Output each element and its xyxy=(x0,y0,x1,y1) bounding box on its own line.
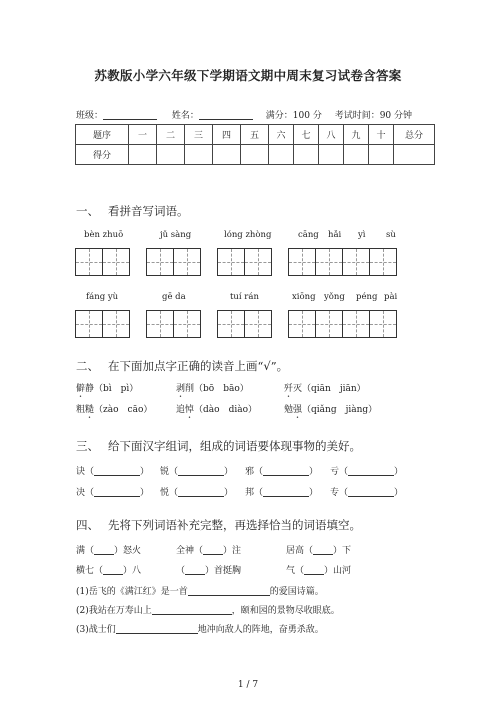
answer-blank[interactable] xyxy=(348,487,394,497)
writing-grid[interactable] xyxy=(217,248,271,276)
pinyin-label: tuí rán xyxy=(230,292,259,302)
sentence-pre: (2)我站在万寿山上 xyxy=(76,606,152,616)
writing-grid[interactable] xyxy=(75,310,129,338)
fill-sentence-1 xyxy=(76,584,324,597)
score-header-cell: 九 xyxy=(344,125,369,145)
plain-char: 追 xyxy=(176,405,186,415)
char-box[interactable] xyxy=(369,248,397,276)
pinyin-label: gē da xyxy=(162,292,186,302)
section-1-heading xyxy=(76,203,189,219)
class-blank[interactable] xyxy=(103,110,157,120)
section-text: 看拼音写词语。 xyxy=(108,204,189,218)
char-box[interactable] xyxy=(244,310,272,338)
word-item xyxy=(245,485,318,498)
score-header-cell: 三 xyxy=(185,125,213,145)
dotted-char: 僻 xyxy=(76,384,86,394)
score-cell[interactable] xyxy=(344,145,369,165)
section-2-heading xyxy=(76,358,288,374)
idiom-pre: 居高（ xyxy=(286,546,314,556)
word-prompt: 邪（ xyxy=(245,467,264,477)
answer-blank[interactable] xyxy=(94,466,140,476)
sentence-blank[interactable] xyxy=(188,586,270,596)
idiom-pre: 全神（ xyxy=(176,546,204,556)
idiom-pre: （ xyxy=(176,566,186,576)
pronunciation-options[interactable]: 削（bō bāo） xyxy=(185,384,249,394)
char-box[interactable] xyxy=(102,310,130,338)
char-box[interactable] xyxy=(315,310,343,338)
word-prompt: 专（ xyxy=(330,488,349,498)
word-item xyxy=(160,485,233,498)
char-box[interactable] xyxy=(146,310,174,338)
idiom-post: ）怒火 xyxy=(114,546,142,556)
pinyin-label: xiōng xyxy=(292,292,316,302)
pinyin-label: hǎi xyxy=(328,230,342,240)
score-header-cell: 四 xyxy=(213,125,241,145)
char-box[interactable] xyxy=(75,248,103,276)
fill-sentence-2 xyxy=(76,603,340,616)
pronunciation-item xyxy=(76,381,138,400)
word-prompt: 决（ xyxy=(76,488,95,498)
sentence-pre: (3)战士们 xyxy=(76,625,116,635)
pronunciation-item xyxy=(284,381,366,400)
writing-grid[interactable] xyxy=(288,310,396,338)
dotted-char: 悼 xyxy=(185,405,195,415)
char-box[interactable] xyxy=(217,310,245,338)
idiom-pre: 满（ xyxy=(76,546,95,556)
score-cell[interactable] xyxy=(241,145,269,165)
char-box[interactable] xyxy=(75,310,103,338)
pronunciation-item xyxy=(176,381,249,400)
pronunciation-options[interactable]: 静（bì pì） xyxy=(85,384,139,394)
class-label: 班级： xyxy=(76,111,104,121)
score-cell[interactable] xyxy=(319,145,344,165)
pinyin-label: bèn zhuō xyxy=(84,230,124,240)
paren-close: ） xyxy=(140,467,150,477)
char-box[interactable] xyxy=(369,310,397,338)
idiom-pre: 横七（ xyxy=(76,566,104,576)
score-header-cell: 八 xyxy=(319,125,344,145)
pinyin-label: lóng zhòng xyxy=(224,230,272,240)
pinyin-label: péng xyxy=(356,292,378,302)
char-box[interactable] xyxy=(315,248,343,276)
idiom-post: ）注 xyxy=(223,546,242,556)
word-item xyxy=(330,464,403,477)
score-header-cell: 十 xyxy=(369,125,394,145)
section-number: 二、 xyxy=(76,359,99,373)
writing-grid[interactable] xyxy=(288,248,396,276)
answer-blank[interactable] xyxy=(178,466,224,476)
sentence-post: 的爱国诗篇。 xyxy=(269,587,324,597)
idiom-blank[interactable] xyxy=(185,565,205,575)
score-header-cell: 五 xyxy=(241,125,269,145)
dotted-char: 糙 xyxy=(85,405,95,415)
paren-close: ） xyxy=(224,488,234,498)
section-number: 三、 xyxy=(76,439,99,453)
score-cell[interactable] xyxy=(213,145,241,165)
section-number: 一、 xyxy=(76,204,99,218)
word-item xyxy=(245,464,318,477)
full-score-label: 满分：100 分 xyxy=(265,111,322,121)
char-box[interactable] xyxy=(244,248,272,276)
score-cell[interactable] xyxy=(294,145,319,165)
word-prompt: 诀（ xyxy=(76,467,95,477)
idiom-blank[interactable] xyxy=(103,565,123,575)
score-cell[interactable] xyxy=(185,145,213,165)
score-table xyxy=(75,124,435,165)
score-header-cell: 题序 xyxy=(76,125,129,145)
score-table-score-row xyxy=(76,145,435,165)
score-cell[interactable] xyxy=(369,145,394,165)
section-text: 先将下列词语补充完整，再选择恰当的词语填空。 xyxy=(108,518,361,532)
idiom-post: ）山河 xyxy=(324,566,352,576)
writing-grid[interactable] xyxy=(217,310,271,338)
paren-close: ） xyxy=(394,467,404,477)
idiom-blank[interactable] xyxy=(304,565,324,575)
section-text: 在下面加点字正确的读音上画“√”。 xyxy=(108,359,289,373)
score-header-cell: 七 xyxy=(294,125,319,145)
char-box[interactable] xyxy=(146,248,174,276)
word-prompt: 邦（ xyxy=(245,488,264,498)
score-row-label: 得分 xyxy=(76,145,129,165)
pinyin-label: sù xyxy=(386,230,396,240)
paren-close: ） xyxy=(224,467,234,477)
idiom-item xyxy=(176,543,241,556)
writing-grid[interactable] xyxy=(146,248,200,276)
paren-close: ） xyxy=(309,467,319,477)
pinyin-label: cāng xyxy=(298,230,319,240)
word-item xyxy=(76,485,149,498)
pronunciation-options[interactable]: （zào cāo） xyxy=(94,405,153,415)
word-prompt: 锐（ xyxy=(160,467,179,477)
paren-close: ） xyxy=(394,488,404,498)
paren-close: ） xyxy=(309,488,319,498)
char-box[interactable] xyxy=(102,248,130,276)
writing-grid[interactable] xyxy=(75,248,129,276)
section-3-heading xyxy=(76,438,361,454)
score-header-cell: 一 xyxy=(129,125,157,145)
idiom-item xyxy=(286,563,351,576)
sentence-post: 地冲向敌人的阵地，奋勇杀敌。 xyxy=(197,625,324,635)
pronunciation-item xyxy=(284,402,377,421)
pronunciation-options[interactable]: （dào diào） xyxy=(194,405,258,415)
dotted-char: 强 xyxy=(293,405,303,415)
idiom-item xyxy=(286,543,351,556)
pronunciation-options[interactable]: （qiǎng jiàng） xyxy=(302,405,378,415)
score-header-cell: 六 xyxy=(269,125,294,145)
section-text: 给下面汉字组词，组成的词语要体现事物的美好。 xyxy=(108,439,361,453)
score-header-cell: 总分 xyxy=(394,125,435,145)
score-cell[interactable] xyxy=(269,145,294,165)
pronunciation-item xyxy=(176,402,257,421)
writing-grid[interactable] xyxy=(146,310,200,338)
pinyin-label: jǔ sàng xyxy=(160,230,192,240)
word-prompt: 悦（ xyxy=(160,488,179,498)
word-prompt: 亏（ xyxy=(330,467,349,477)
pinyin-label: yì xyxy=(358,230,366,240)
pinyin-label: fáng yù xyxy=(86,292,119,302)
score-cell[interactable] xyxy=(129,145,157,165)
char-box[interactable] xyxy=(173,310,201,338)
answer-blank[interactable] xyxy=(263,466,309,476)
word-item xyxy=(160,464,233,477)
page-title: 苏教版小学六年级下学期语文期中周末复习试卷含答案 xyxy=(94,68,402,83)
idiom-blank[interactable] xyxy=(203,545,223,555)
sentence-blank[interactable] xyxy=(152,605,232,615)
char-box[interactable] xyxy=(173,248,201,276)
score-cell[interactable] xyxy=(394,145,435,165)
paren-close: ） xyxy=(140,488,150,498)
page-number: 1 / 7 xyxy=(237,680,259,690)
section-4-heading xyxy=(76,517,361,533)
answer-blank[interactable] xyxy=(178,487,224,497)
idiom-post: ）八 xyxy=(123,566,142,576)
char-box[interactable] xyxy=(288,248,316,276)
sentence-post: ，颐和园的景物尽收眼底。 xyxy=(231,606,340,616)
answer-blank[interactable] xyxy=(263,487,309,497)
fill-sentence-3 xyxy=(76,622,324,635)
word-item xyxy=(330,485,403,498)
pronunciation-options[interactable]: 灭（qiān jiān） xyxy=(293,384,366,394)
idiom-post: ）下 xyxy=(333,546,352,556)
dotted-char: 剥 xyxy=(176,384,186,394)
pinyin-label: pài xyxy=(384,292,398,302)
word-item xyxy=(76,464,149,477)
idiom-item xyxy=(176,563,241,576)
sentence-pre: (1)岳飞的《满江红》是一首 xyxy=(76,587,188,597)
pinyin-label: yǒng xyxy=(324,292,345,302)
dotted-char: 歼 xyxy=(284,384,294,394)
char-box[interactable] xyxy=(217,248,245,276)
student-info-line xyxy=(76,108,436,121)
name-blank[interactable] xyxy=(199,110,253,120)
idiom-blank[interactable] xyxy=(313,545,333,555)
answer-blank[interactable] xyxy=(348,466,394,476)
score-header-cell: 二 xyxy=(157,125,185,145)
idiom-blank[interactable] xyxy=(94,545,114,555)
sentence-blank[interactable] xyxy=(116,624,198,634)
score-cell[interactable] xyxy=(157,145,185,165)
char-box[interactable] xyxy=(342,248,370,276)
idiom-item xyxy=(76,543,141,556)
score-table-header-row xyxy=(76,125,435,145)
plain-char: 粗 xyxy=(76,405,86,415)
plain-char: 勉 xyxy=(284,405,294,415)
idiom-post: ）首挺胸 xyxy=(205,566,242,576)
name-label: 姓名： xyxy=(171,111,199,121)
exam-time-label: 考试时间：90 分钟 xyxy=(334,111,413,121)
pronunciation-item xyxy=(76,402,152,421)
idiom-item xyxy=(76,563,141,576)
char-box[interactable] xyxy=(342,310,370,338)
answer-blank[interactable] xyxy=(94,487,140,497)
idiom-pre: 气（ xyxy=(286,566,305,576)
char-box[interactable] xyxy=(288,310,316,338)
section-number: 四、 xyxy=(76,518,99,532)
